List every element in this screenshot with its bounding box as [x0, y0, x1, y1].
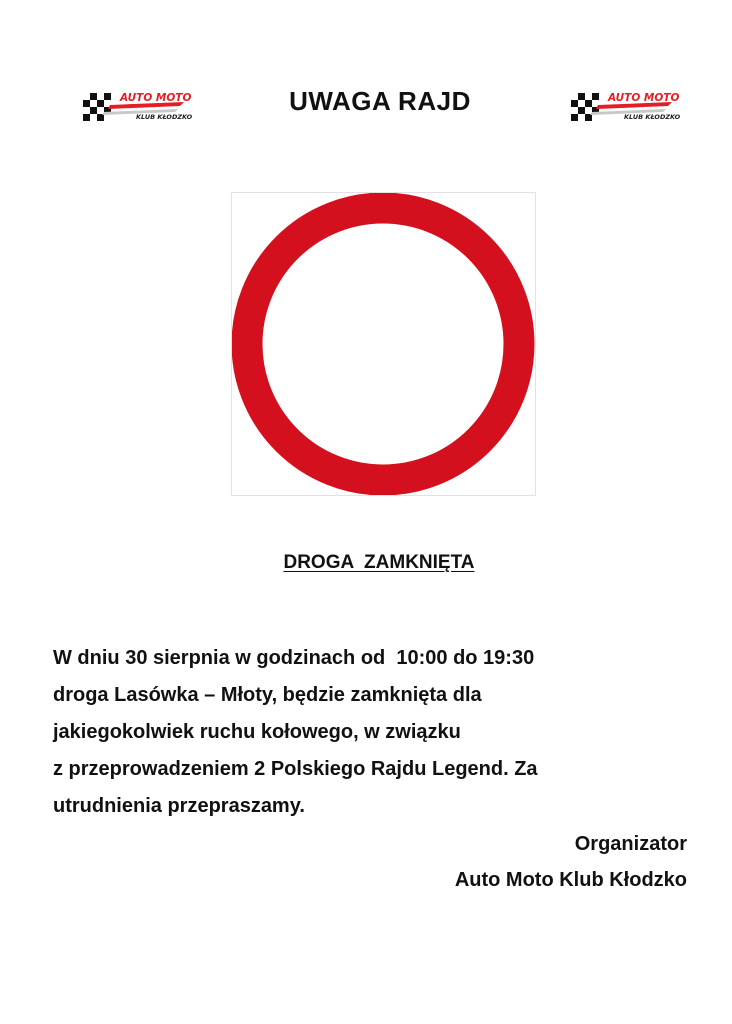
checkered-flag-icon [571, 93, 599, 121]
notice-body [53, 640, 693, 825]
checkered-flag-icon [83, 93, 111, 121]
svg-text:KLUB KŁODZKO: KLUB KŁODZKO [624, 113, 680, 121]
svg-text:AUTO MOTO: AUTO MOTO [120, 92, 192, 104]
page-title: UWAGA RAJD [289, 86, 471, 116]
notice-line: W dniu 30 sierpnia w godzinach od 10:00 do 19:30 [53, 647, 535, 669]
notice-line: droga Lasówka – Młoty, będzie zamknięta dla [53, 684, 482, 706]
notice-heading: DROGA ZAMKNIĘTA [283, 552, 475, 573]
no-vehicles-sign-icon [247, 208, 519, 480]
notice-line: jakiegokolwiek ruchu kołowego, w związku [53, 721, 461, 743]
svg-text:AUTO MOTO: AUTO MOTO [608, 92, 680, 104]
notice-line: utrudnienia przepraszamy. [53, 795, 305, 817]
notice-line: z przeprowadzeniem 2 Polskiego Rajdu Legend. Za [53, 758, 538, 780]
svg-text:KLUB KŁODZKO: KLUB KŁODZKO [136, 113, 192, 121]
no-vehicles-sign [231, 192, 536, 496]
signature-block [455, 826, 687, 898]
auto-moto-klub-logo-right [568, 88, 680, 128]
signature-name: Auto Moto Klub Kłodzko [454, 869, 687, 891]
auto-moto-klub-logo-left [80, 88, 192, 128]
signature-role: Organizator [574, 833, 687, 855]
